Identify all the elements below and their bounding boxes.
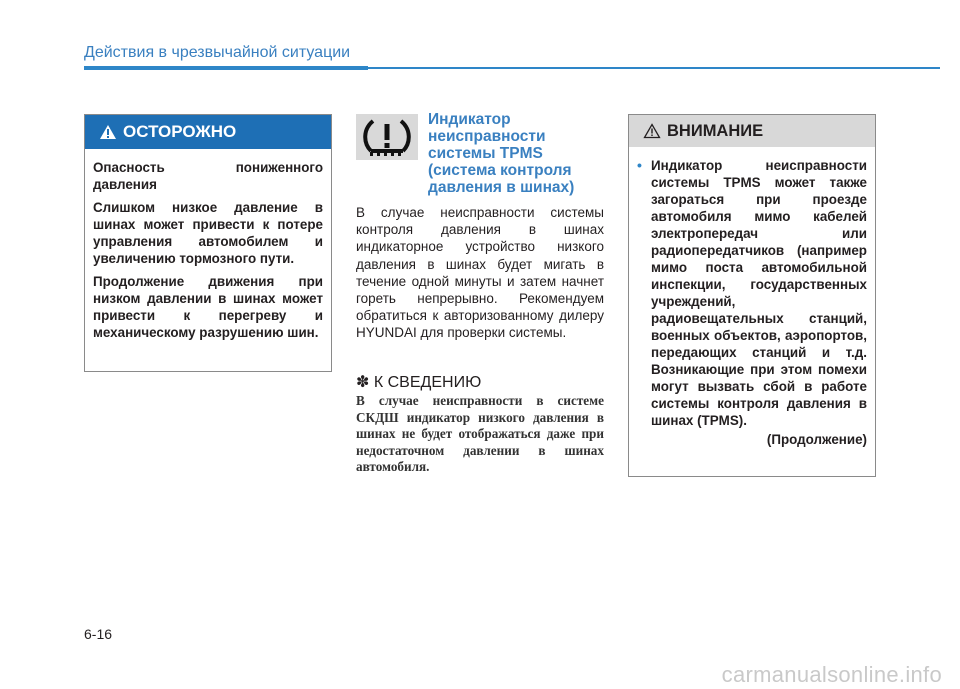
caution-list-item: [637, 157, 867, 429]
watermark: carmanualsonline.info: [721, 662, 942, 687]
caution-item-text: Индикатор неисправности системы TPMS может также загораться при проезде автомобиля мимо кабелей электропередач или радиопередатчиков (например мимо поста автомобильной инспекции, государственных учреждений, радиовещательных станций, военных объектов, аэропортов, передающих станций и т.д. Возникающие при этом помехи могут вызвать сбой в работе системы контроля давления в шинах (TPMS).: [651, 158, 867, 428]
tpms-body-text: В случае неисправности системы контроля давления в шинах индикаторное устройство низкого давления в шинах будет мигать в течение одной минуты и затем начнет гореть непрерывно. Рекомендуем обратиться к авторизованному дилеру HYUNDAI для проверки системы.: [356, 205, 604, 341]
header-rule: [84, 66, 940, 70]
caution-title: ВНИМАНИЕ: [667, 121, 764, 140]
warning-body: [85, 149, 331, 341]
caution-triangle-icon: [643, 123, 661, 139]
header-rule-thick: [84, 66, 368, 70]
warning-triangle-icon: [99, 124, 117, 140]
bullet-icon: •: [637, 157, 642, 173]
warning-paragraph: Слишком низкое давление в шинах может привести к потере управления автомобилем и увеличению тормозного пути.: [93, 200, 323, 266]
warning-paragraph: Продолжение движения при низком давлении в шинах может привести к перегреву и механическому разрушению шин.: [93, 274, 323, 340]
info-note-title: ✽ К СВЕДЕНИЮ: [356, 374, 482, 391]
warning-box: [84, 114, 332, 372]
header-rule-thin: [368, 67, 940, 69]
continued-label: (Продолжение): [766, 432, 867, 447]
info-note-text: В случае неисправности в системе СКДШ индикатор низкого давления в шинах не будет отображаться даже при недостаточном давлении в шинах автомобиля.: [356, 393, 604, 475]
warning-paragraph: Опасность пониженного давления: [93, 160, 323, 192]
section-header-title: Действия в чрезвычайной ситуации: [84, 44, 351, 61]
warning-header: [85, 115, 331, 149]
page-number: 6-16: [84, 626, 113, 642]
caution-body: [629, 147, 875, 448]
tpms-malfunction-icon: [356, 114, 418, 160]
caution-box: [628, 114, 876, 477]
tpms-section-title: Индикатор неисправности системы TPMS (система контроля давления в шинах): [428, 111, 575, 196]
caution-header: [629, 115, 875, 147]
warning-title: ОСТОРОЖНО: [123, 122, 237, 141]
